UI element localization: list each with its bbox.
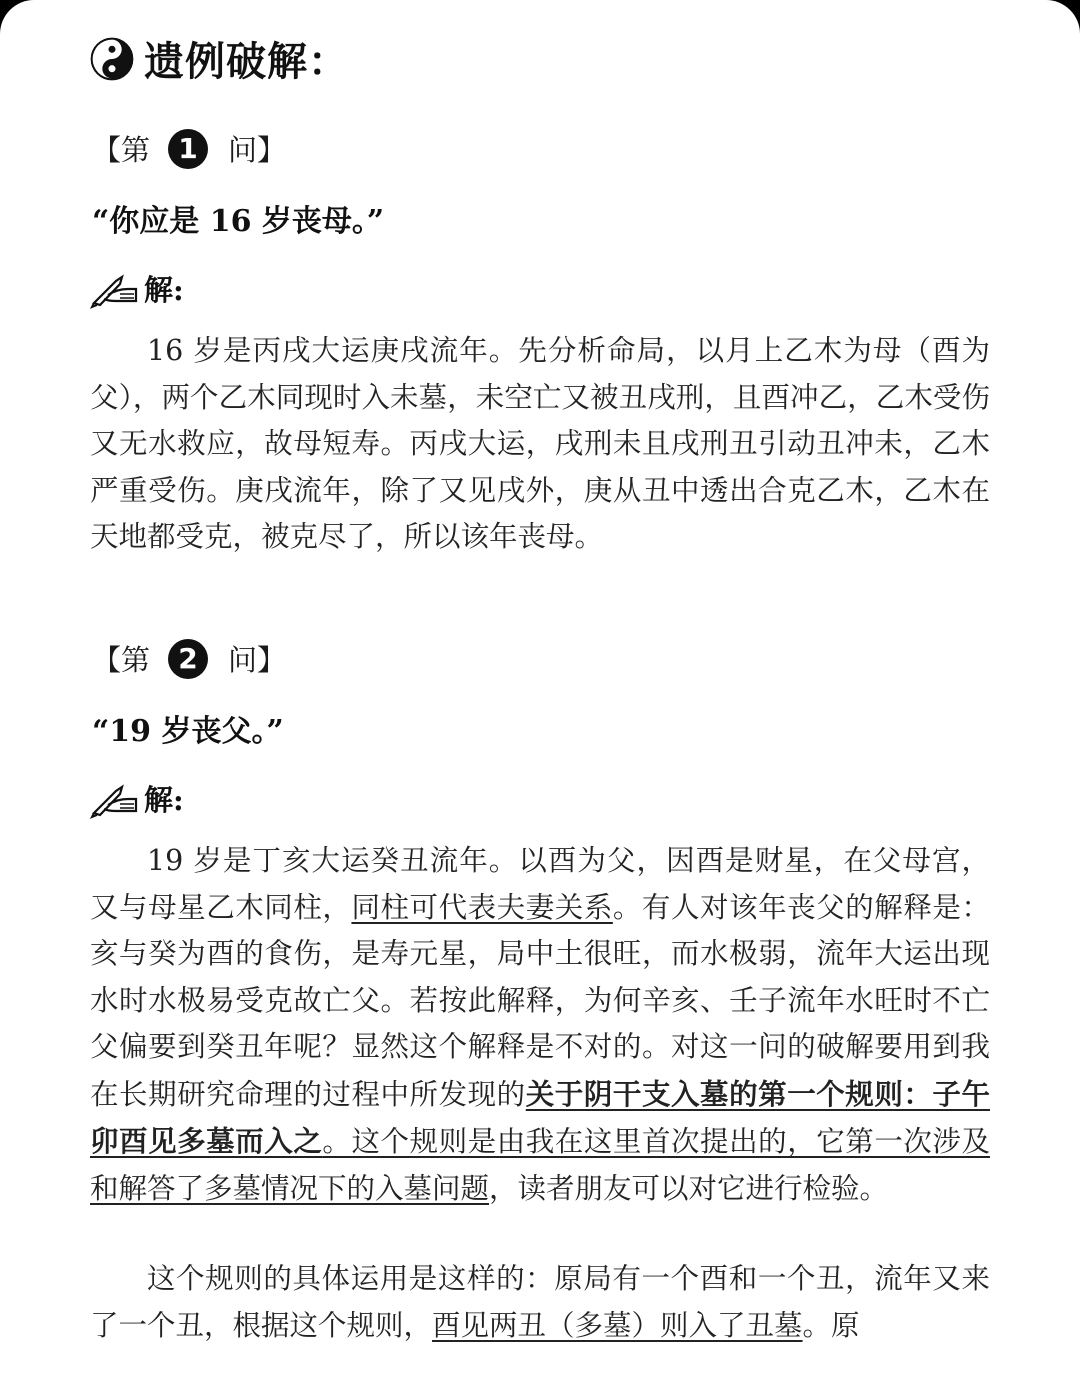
question-2-open: 【第 (92, 643, 151, 677)
question-1-open: 【第 (92, 133, 151, 167)
text-run: 这个规则的具体运用是这样的：原局有一个酉和一个丑，流年又来了一个丑，根据这个规则， (90, 1262, 990, 1342)
bold-underlined-rule: 关于阴干支入墓的第一个规则：子午卯酉见多墓而入之 (90, 1076, 990, 1158)
question-2-quote: “19 岁丧父。” (92, 714, 284, 749)
question-1-quote: “你应是 16 岁丧母。” (92, 204, 385, 239)
question-1-number-badge: 1 (168, 129, 208, 169)
underlined-phrase: 。这个规则是由我在这里首次提出的，它第一次涉及和解答了多墓情况下的入墓问题 (90, 1125, 990, 1205)
question-2-number-badge: 2 (168, 639, 208, 679)
yin-yang-icon (90, 37, 134, 81)
question-2-explanation-paragraph-1 (90, 838, 990, 1212)
question-1-solution-label (90, 268, 184, 309)
question-1-close: 问】 (228, 133, 287, 167)
question-1-explanation: 16 岁是丙戌大运庚戌流年。先分析命局，以月上乙木为母（酉为父），两个乙木同现时入未墓，未空亡又被丑戌刑，且酉冲乙，乙木受伤又无水救应，故母短寿。丙戌大运，戌刑未且戌刑丑引动丑冲未，乙木严重受伤。庚戌流年，除了又见戌外，庚从丑中透出合克乙木，乙木在天地都受克，被克尽了，所以该年丧母。 (90, 334, 990, 553)
question-1-heading (92, 128, 286, 169)
question-2-close: 问】 (228, 643, 287, 677)
underlined-phrase: 同柱可代表夫妻关系 (351, 890, 613, 924)
text-run: ，读者朋友可以对它进行检验。 (489, 1171, 889, 1205)
section-title (90, 30, 349, 87)
page-title: 遗例破解： (144, 39, 349, 85)
text-run: 19 岁是丁亥大运癸丑流年。以酉为父，因酉是财星，在父母宫，又与母星乙木同柱， (90, 844, 990, 924)
writing-hand-icon (90, 783, 140, 819)
solution-label-text: 解: (144, 273, 184, 307)
solution-label-text: 解: (144, 783, 184, 817)
text-run: 。原 (802, 1308, 860, 1342)
writing-hand-icon (90, 273, 140, 309)
question-2-explanation-paragraph-2 (90, 1256, 990, 1349)
question-2-heading (92, 638, 286, 679)
underlined-phrase: 酉见两丑（多墓）则入了丑墓 (432, 1308, 803, 1342)
question-2-solution-label (90, 778, 184, 819)
text-run: 。有人对该年丧父的解释是：亥与癸为酉的食伤，是寿元星，局中土很旺，而水极弱，流年大运出现水时水极易受克故亡父。若按此解释，为何辛亥、壬子流年水旺时不亡父偏要到癸丑年呢？显然这个解释是不对的。对这一问的破解要用到我在长期研究命理的过程中所发现的 (90, 890, 990, 1111)
